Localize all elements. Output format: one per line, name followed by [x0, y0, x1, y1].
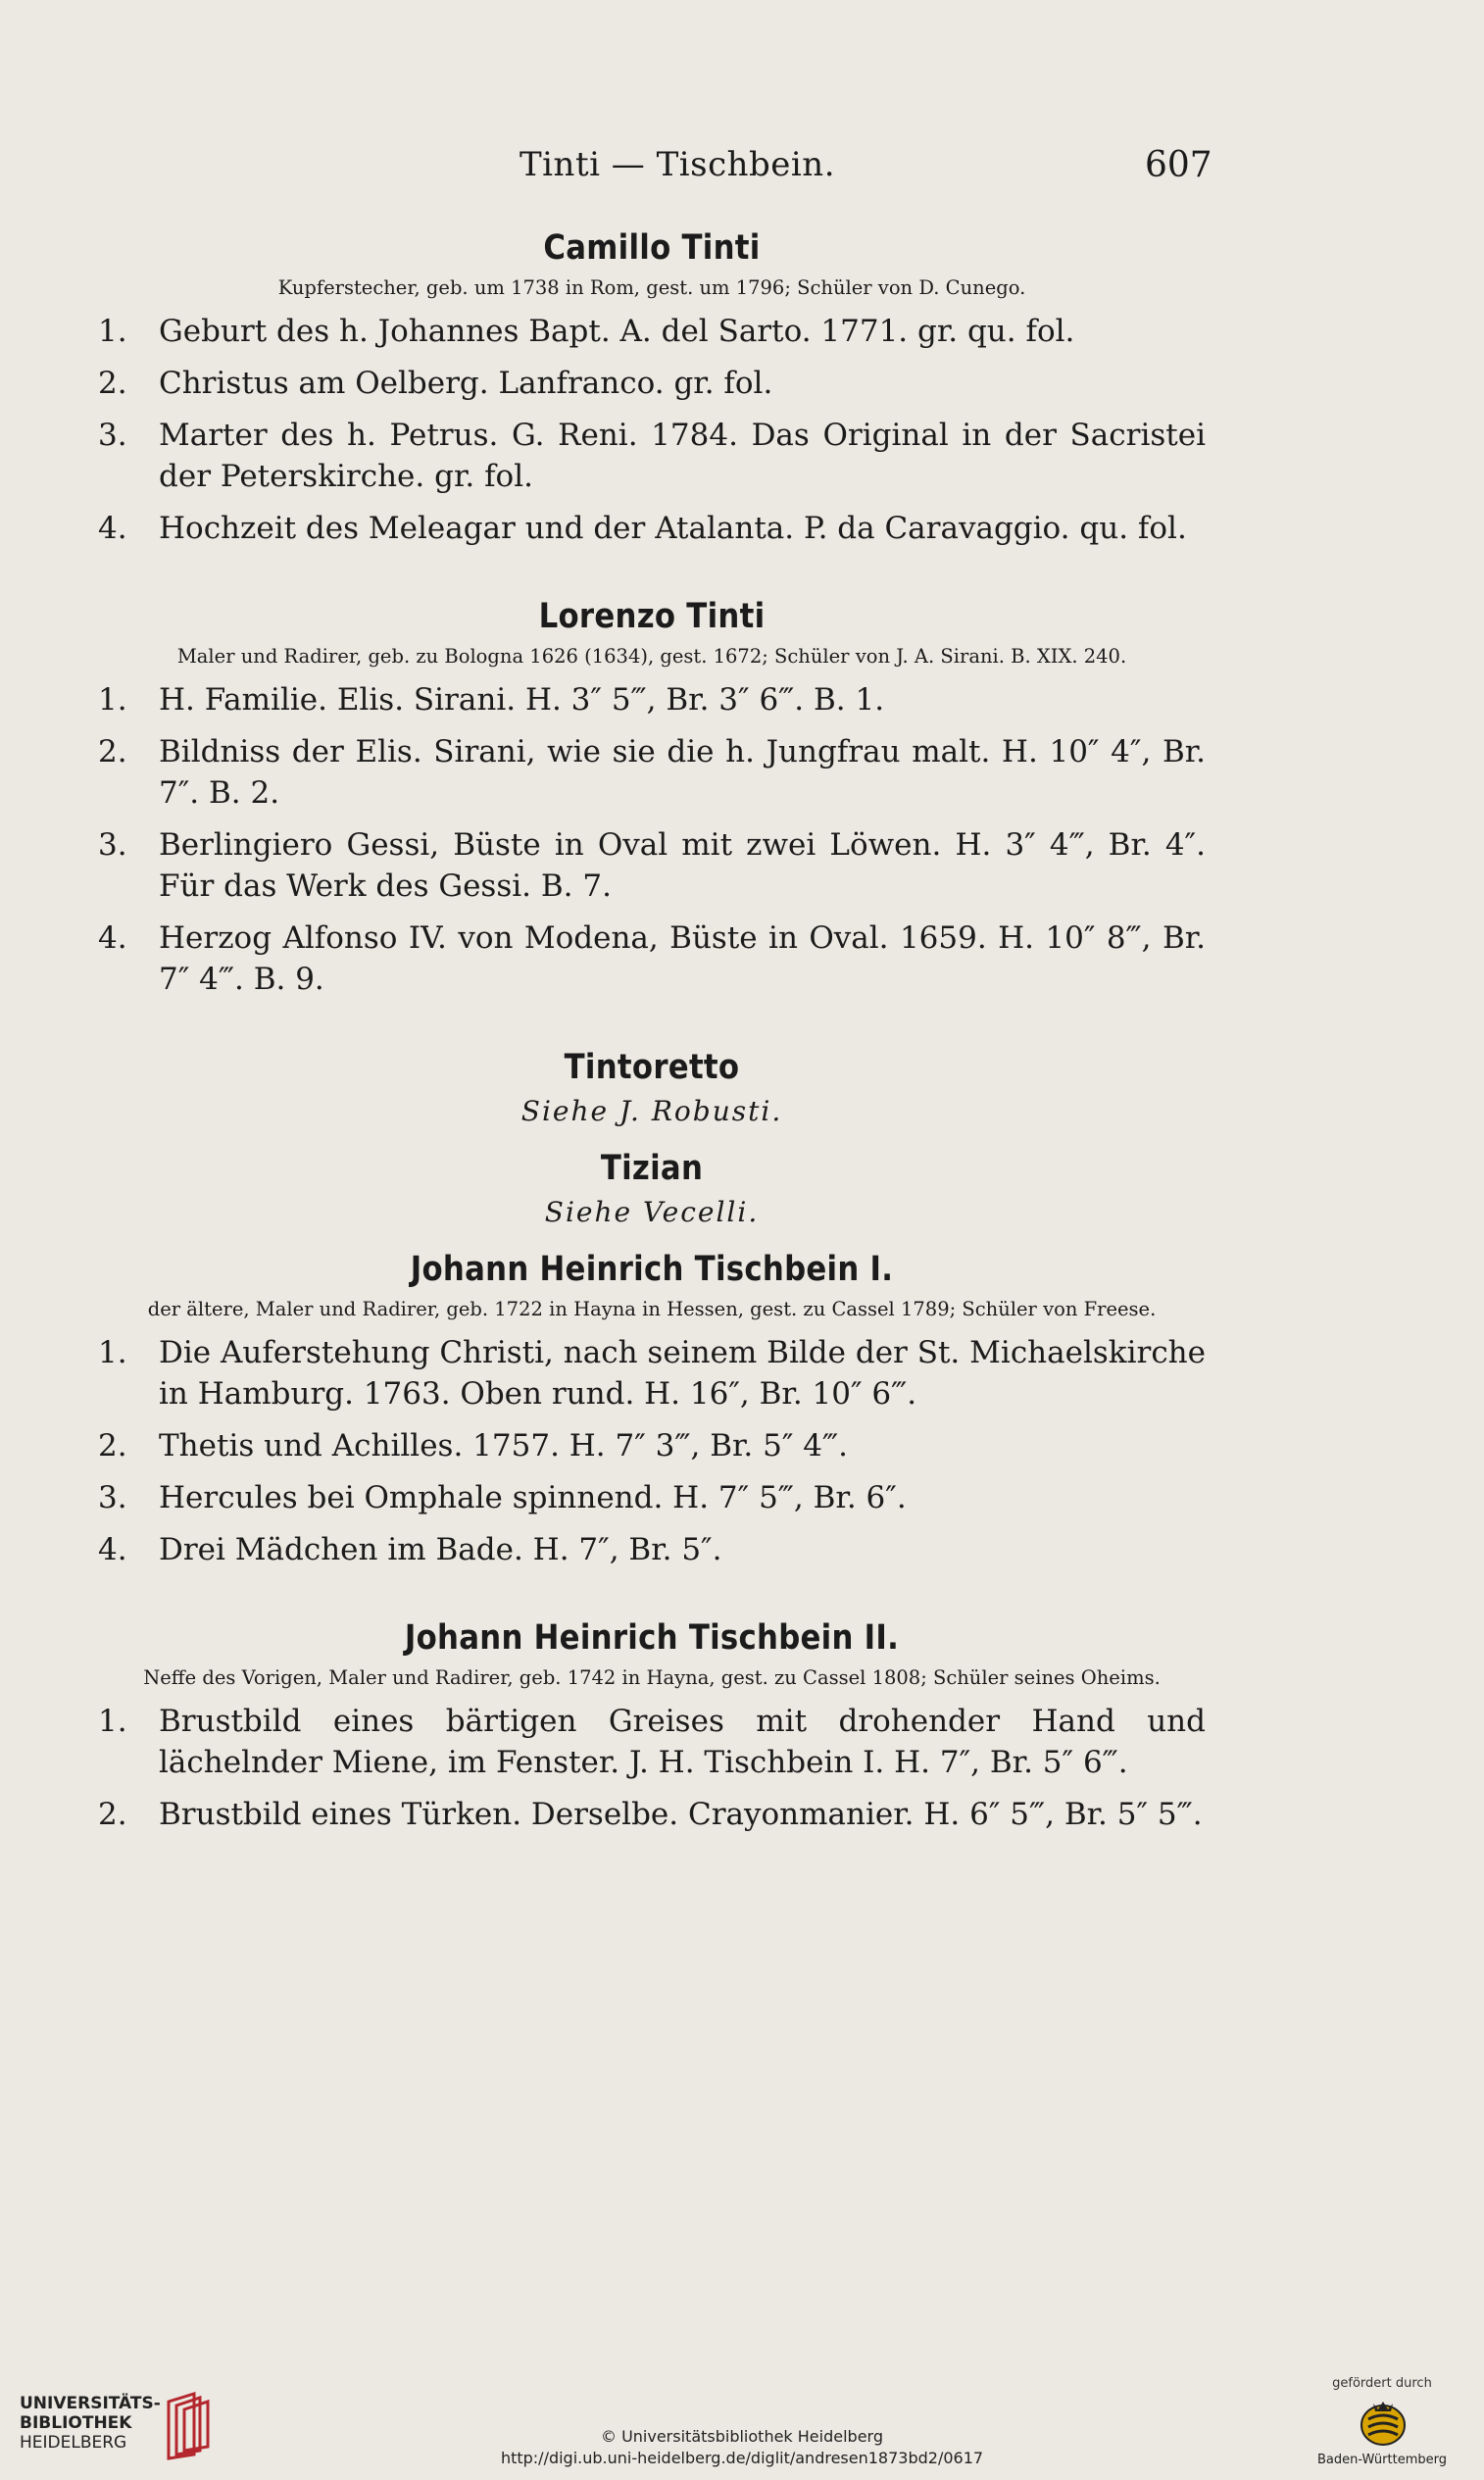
entry-text: Bildniss der Elis. Sirani, wie sie die h. Jungfrau malt. H. 10″ 4″, Br. 7″. B. 2.	[159, 734, 1206, 811]
entry-text: Hercules bei Omphale spinnend. H. 7″ 5‴, Br. 6″.	[159, 1480, 907, 1515]
artist-biography: Maler und Radirer, geb. zu Bologna 1626 (1634), gest. 1672; Schüler von J. A. Sirani. B. XIX. 240.	[176, 645, 1127, 668]
artist-heading: Johann Heinrich Tischbein II.	[404, 1618, 900, 1658]
page-number: 607	[1145, 145, 1212, 185]
artist-biography: Neffe des Vorigen, Maler und Radirer, geb. 1742 in Hayna, gest. zu Cassel 1808; Schüler seines Oheims.	[143, 1666, 1161, 1689]
section-spacer	[98, 1581, 1206, 1611]
library-logo-line: UNIVERSITÄTS-	[20, 2394, 161, 2413]
entry-number: 4.	[98, 920, 127, 956]
artist-biography: der ältere, Maler und Radirer, geb. 1722 in Hayna in Hessen, gest. zu Cassel 1789; Schüler von Freese.	[147, 1298, 1157, 1320]
entry-number: 4.	[98, 511, 127, 546]
library-logo-line: BIBLIOTHEK	[20, 2413, 132, 2433]
entry-number: 3.	[98, 418, 127, 453]
entry-number: 2.	[98, 366, 127, 401]
entry-number: 4.	[98, 1532, 127, 1567]
artist-section-tischbein-1	[98, 1250, 1206, 1570]
entry-number: 1.	[98, 1704, 127, 1739]
entry-number: 3.	[98, 1480, 127, 1515]
entry-number: 3.	[98, 827, 127, 863]
catalogue-entry	[98, 679, 1206, 720]
entry-text: Die Auferstehung Christi, nach seinem Bilde der St. Michaelskirche in Hamburg. 1763. Oben rund. H. 16″, Br. 10″ 6‴.	[159, 1335, 1206, 1412]
cross-reference: Siehe J. Robusti.	[520, 1095, 783, 1127]
catalogue-entry	[98, 824, 1206, 907]
sponsor-label: gefördert durch	[1332, 2376, 1432, 2391]
artist-heading: Camillo Tinti	[543, 228, 761, 268]
entry-number: 1.	[98, 1335, 127, 1370]
section-spacer	[98, 1011, 1206, 1040]
entry-text: Berlingiero Gessi, Büste in Oval mit zwei Löwen. H. 3″ 4‴, Br. 4″. Für das Werk des Gessi. B. 7.	[159, 827, 1206, 904]
catalogue-entry	[98, 1794, 1206, 1835]
cross-reference: Siehe Vecelli.	[544, 1196, 760, 1228]
running-head	[0, 145, 1484, 194]
entry-text: Geburt des h. Johannes Bapt. A. del Sarto. 1771. gr. qu. fol.	[159, 314, 1075, 349]
entry-text: H. Familie. Elis. Sirani. H. 3″ 5‴, Br. 3″ 6‴. B. 1.	[159, 682, 885, 718]
sponsor-block[interactable]	[1294, 2376, 1470, 2474]
catalogue-entry	[98, 363, 1206, 404]
catalogue-entry	[98, 1477, 1206, 1518]
entry-text: Brustbild eines bärtigen Greises mit drohender Hand und lächelnder Miene, im Fenster. J. H. Tischbein I. H. 7″, Br. 5″ 6‴.	[159, 1704, 1206, 1780]
catalogue-entry	[98, 508, 1206, 549]
catalogue-entry	[98, 918, 1206, 1000]
entry-text: Christus am Oelberg. Lanfranco. gr. fol.	[159, 366, 773, 401]
entry-number: 2.	[98, 1797, 127, 1832]
artist-heading: Lorenzo Tinti	[538, 597, 766, 636]
catalogue-entry	[98, 311, 1206, 352]
artist-section-lorenzo-tinti	[98, 597, 1206, 1000]
copyright-notice: © Universitätsbibliothek Heidelberg	[600, 2427, 883, 2446]
entry-text: Herzog Alfonso IV. von Modena, Büste in Oval. 1659. H. 10″ 8‴, Br. 7″ 4‴. B. 9.	[159, 920, 1206, 997]
catalogue-entry	[98, 1332, 1206, 1414]
catalogue-entry	[98, 1529, 1206, 1570]
sponsor-name: Baden-Württemberg	[1317, 2453, 1447, 2467]
library-logo-line: HEIDELBERG	[20, 2433, 127, 2453]
permalink-url[interactable]: http://digi.ub.uni-heidelberg.de/diglit/andresen1873bd2/0617	[500, 2449, 984, 2467]
artist-biography: Kupferstecher, geb. um 1738 in Rom, gest. um 1796; Schüler von D. Cunego.	[277, 276, 1026, 299]
artist-section-tizian	[98, 1149, 1206, 1228]
artist-heading: Tizian	[600, 1149, 704, 1188]
page-content	[98, 221, 1206, 1846]
catalogue-entry	[98, 415, 1206, 497]
entry-text: Marter des h. Petrus. G. Reni. 1784. Das Original in der Sacristei der Peterskirche. gr. fol.	[159, 418, 1206, 494]
artist-heading: Tintoretto	[564, 1048, 740, 1087]
artist-section-tischbein-2	[98, 1618, 1206, 1835]
artist-heading: Johann Heinrich Tischbein I.	[410, 1250, 894, 1289]
entry-number: 1.	[98, 314, 127, 349]
running-title: Tinti — Tischbein.	[519, 145, 836, 184]
entry-number: 2.	[98, 1428, 127, 1463]
catalogue-entry	[98, 731, 1206, 814]
entry-number: 1.	[98, 682, 127, 718]
catalogue-entry	[98, 1701, 1206, 1783]
artist-section-tintoretto	[98, 1048, 1206, 1127]
entry-text: Thetis und Achilles. 1757. H. 7″ 3‴, Br. 5″ 4‴.	[159, 1428, 848, 1463]
state-crest-icon	[1359, 2398, 1408, 2449]
entry-number: 2.	[98, 734, 127, 769]
entry-text: Brustbild eines Türken. Derselbe. Crayonmanier. H. 6″ 5‴, Br. 5″ 5‴.	[159, 1797, 1203, 1832]
artist-section-camillo-tinti	[98, 228, 1206, 549]
entry-text: Drei Mädchen im Bade. H. 7″, Br. 5″.	[159, 1532, 722, 1567]
catalogue-entry	[98, 1425, 1206, 1466]
entry-text: Hochzeit des Meleagar und der Atalanta. P. da Caravaggio. qu. fol.	[159, 511, 1187, 546]
section-spacer	[98, 560, 1206, 589]
